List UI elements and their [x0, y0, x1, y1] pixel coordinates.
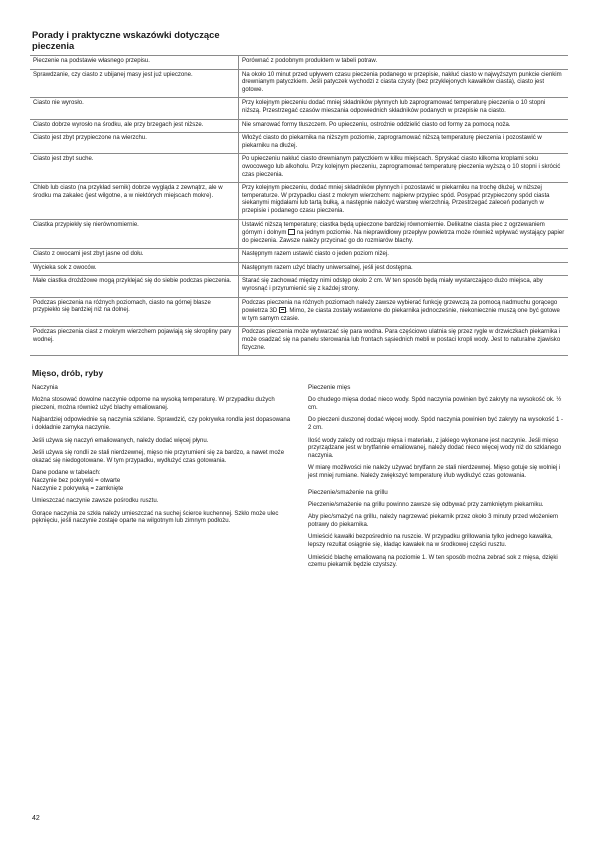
title-line-2: pieczenia	[32, 39, 75, 51]
page-title	[32, 30, 568, 51]
table-row	[30, 56, 568, 70]
solution-cell	[239, 219, 569, 249]
paragraph: Jeśli używa się naczyń emaliowanych, należy dodać więcej płynu.	[32, 437, 209, 444]
problem-cell: Małe ciastka drożdżowe mogą przyklejać się do siebie podczas pieczenia.	[30, 276, 239, 297]
solution-cell: Podczas pieczenia może wytwarzać się para wodna. Para częściowo ulatnia się przez rygle w drzwiczkach piekarnika i może osadzać się na panelu sterowania lub frontach sąsiednich mebli w postaci kropli wody. Jest to naturalne zjawisko fizyczne.	[239, 327, 569, 356]
left-column	[30, 384, 292, 575]
problem-cell: Ciasto jest zbyt suche.	[30, 154, 239, 183]
solution-cell: Na około 10 minut przed upływem czasu pieczenia podanego w przepisie, nakłuć ciasto w najwyższym punkcie cienkim drewnianym patyczkiem. Jeśli patyczek wychodzi z ciasta czysty (bez przyklejonych kawałków ciasta), ciasto jest gotowe.	[239, 69, 569, 98]
solution-text-a: Ustawić niższą temperaturę; ciastka będą upieczone bardziej równomiernie. Delikatne ciasta piec z ogrzewaniem górnym i dolnym	[242, 221, 545, 237]
paragraph: Umieścić blachę emaliowaną na poziomie 1. W ten sposób można zebrać sok z mięsa, dzięki czemu piekarnik będzie czystszy.	[308, 554, 558, 569]
subheading-grilling: Pieczenie/smażenie na grillu	[308, 488, 388, 496]
problem-cell: Chleb lub ciasto (na przykład sernik) dobrze wygląda z zewnątrz, ale w środku ma zakalec (jest wilgotne, a w niektórych miejscach mokre).	[30, 183, 239, 219]
paragraph: W miarę możliwości nie należy używać brytfann ze stali nierdzewnej. Mięso gotuje się wolniej i jest mniej rumiane. Należy zwiększyć temperaturę i/lub wydłużyć czas gotowania.	[308, 465, 561, 479]
right-column	[306, 384, 568, 575]
solution-cell: Przy kolejnym pieczeniu dodać mniej składników płynnych lub zaprogramować temperaturę pieczenia o 10 stopni niższą. Przestrzegać czasów mieszania odpowiednich składników podanych w przepisie na ciasto.	[239, 98, 569, 119]
solution-cell: Nie smarować formy tłuszczem. Po upieczeniu, ostrożnie oddzielić ciasto od formy za pomocą noża.	[239, 119, 569, 133]
solution-text-a: Podczas pieczenia na różnych poziomach należy zawsze wybierać funkcję grzewczą za pomocą nadmuchu gorącego powietrza 3D	[242, 299, 558, 315]
problem-cell: Podczas pieczenia ciast z mokrym wierzchem pojawiają się skropliny pary wodnej.	[30, 327, 239, 356]
table-row	[30, 154, 568, 183]
title-line-1: Porady i praktyczne wskazówki dotyczące	[32, 29, 220, 40]
table-row	[30, 98, 568, 119]
table-row	[30, 297, 568, 327]
solution-cell: Następnym razem ustawić ciasto o jeden poziom niżej.	[239, 249, 569, 263]
solution-cell: Po upieczeniu nakłuć ciasto drewnianym patyczkiem w kilku miejscach. Spryskać ciasto kilkoma kroplami soku owocowego lub alkoholu. Przy kolejnym pieczeniu, zaprogramować temperaturę pieczenia wyższą o 10 stopni i skrócić czas pieczenia.	[239, 154, 569, 183]
paragraph: Można stosować dowolne naczynie odporne na wysoką temperaturę. W przypadku dużych pieczeni, można również użyć blachy emaliowanej.	[32, 397, 275, 411]
paragraph: Do chudego mięsa dodać nieco wody. Spód naczynia powinien być zakryty na wysokość ok. ½ cm.	[308, 397, 562, 411]
solution-cell	[239, 297, 569, 327]
solution-text-b: . Mimo, że ciasta zostały wstawione do piekarnika jednocześnie, niekoniecznie muszą one być gotowe w tym samym czasie.	[242, 308, 560, 322]
problem-cell: Pieczenie na podstawie własnego przepisu.	[30, 56, 239, 70]
solution-cell: Włożyć ciasto do piekarnika na niższym poziomie, zaprogramować niższą temperaturę pieczenia i pozostawić w piekarniku na dłużej.	[239, 133, 569, 154]
table-row	[30, 327, 568, 356]
problem-cell: Wycieka sok z owoców.	[30, 262, 239, 276]
problem-cell: Ciasto dobrze wyrosło na środku, ale przy brzegach jest niższe.	[30, 119, 239, 133]
paragraph: Gorące naczynia ze szkła należy umieszczać na suchej ścierce kuchennej. Szkło może ulec pęknięciu, jeśli naczynie zostaje oparte na wilgotnym lub zimnym podłożu.	[32, 510, 279, 525]
subheading-roasting: Pieczenie mięs	[308, 384, 351, 392]
paragraph: Aby piec/smażyć na grillu, należy nagrzewać piekarnik przez około 3 minuty przed włożeniem potrawy do piekarnika.	[308, 514, 559, 528]
table-row	[30, 133, 568, 154]
section-heading-meat: Mięso, drób, ryby	[32, 368, 104, 379]
solution-cell: Następnym razem użyć blachy uniwersalnej, jeśli jest dostępna.	[239, 262, 569, 276]
top-bottom-heat-icon	[288, 229, 295, 235]
paragraph: Umieszczać naczynie zawsze pośrodku rusztu.	[32, 498, 159, 505]
problem-cell: Sprawdzanie, czy ciasto z ubijanej masy jest już upieczone.	[30, 69, 239, 98]
table-row	[30, 276, 568, 297]
solution-cell: Przy kolejnym pieczeniu, dodać mniej składników płynnych i pozostawić w piekarniku na trochę dłużej, w niższej temperaturze. W przypadku ciast z mokrym wierzchem: najpierw przypiec spód. Posypać przypieczony spód ciasta siekanymi migdałami lub tartą bułką, a następnie nałożyć warstwę wierzchnią. Przestrzegać zaleceń podanych w przepisie i podanego czasu pieczenia.	[239, 183, 569, 219]
hot-air-3d-icon	[279, 307, 286, 313]
paragraph: Umieścić kawałki bezpośrednio na ruszcie. W przypadku grillowania tylko jednego kawałka, lepszy rezultat osiągnie się, kładąc kawałek na w środkowej części rusztu.	[308, 534, 553, 548]
table-row	[30, 119, 568, 133]
table-row	[30, 262, 568, 276]
paragraph: Do pieczeni duszonej dodać więcej wody. Spód naczynia powinien być zakryty na wysokość 1 - 2 cm.	[308, 417, 563, 431]
paragraph: Ilość wody zależy od rodzaju mięsa i materiału, z jakiego wykonane jest naczynie. Jeśli mięso przyrządzane jest w brytfannie emaliowanej, należy dodać nieco więcej wody niż do szklanego naczynia.	[308, 437, 562, 459]
meat-section	[30, 384, 568, 575]
solution-cell: Porównać z podobnym produktem w tabeli potraw.	[239, 56, 569, 70]
paragraph: Jeśli używa się rondli ze stali nierdzewnej, mięso nie przyrumieni się za bardzo, a nawet może okazać się niedogotowane. W tym przypadku, wydłużyć czas gotowania.	[32, 450, 285, 464]
table-row	[30, 249, 568, 263]
page-number: 42	[32, 815, 40, 822]
problem-cell: Podczas pieczenia na różnych poziomach, ciasto na górnej blasze przypiekło się bardziej niż na dolnej.	[30, 297, 239, 327]
solution-cell: Starać się zachować między nimi odstęp około 2 cm. W ten sposób będą miały wystarczająco dużo miejsca, aby wyrosnąć i przyrumienić się z każdej strony.	[239, 276, 569, 297]
table-row	[30, 183, 568, 219]
paragraph: Pieczenie/smażenie na grillu powinno zawsze się odbywać przy zamkniętym piekarniku.	[308, 501, 544, 508]
solution-text-b: na jednym poziomie. Na nieprawidłowy przepływ powietrza może również wpływać wystający papier do pieczenia. Zawsze należy przycinać go do rozmiarów blachy.	[242, 230, 565, 244]
problem-cell: Ciasto z owocami jest zbyt jasne od dołu.	[30, 249, 239, 263]
paragraph: Najbardziej odpowiednie są naczynia szklane. Sprawdzić, czy pokrywka rondla jest dopasowana i dokładnie zamyka naczynie.	[32, 417, 291, 431]
subheading-dishes: Naczynia	[32, 384, 58, 392]
page-content	[30, 30, 568, 575]
table-row	[30, 219, 568, 249]
paragraph-table-data: Dane podane w tabelach: Naczynie bez pokrywki = otwarte Naczynie z pokrywką = zamknięte	[32, 470, 124, 492]
tips-table	[30, 55, 568, 356]
problem-cell: Ciasto nie wyrosło.	[30, 98, 239, 119]
table-row	[30, 69, 568, 98]
problem-cell: Ciastka przypiekły się nierównomiernie.	[30, 219, 239, 249]
problem-cell: Ciasto jest zbyt przypieczone na wierzchu.	[30, 133, 239, 154]
